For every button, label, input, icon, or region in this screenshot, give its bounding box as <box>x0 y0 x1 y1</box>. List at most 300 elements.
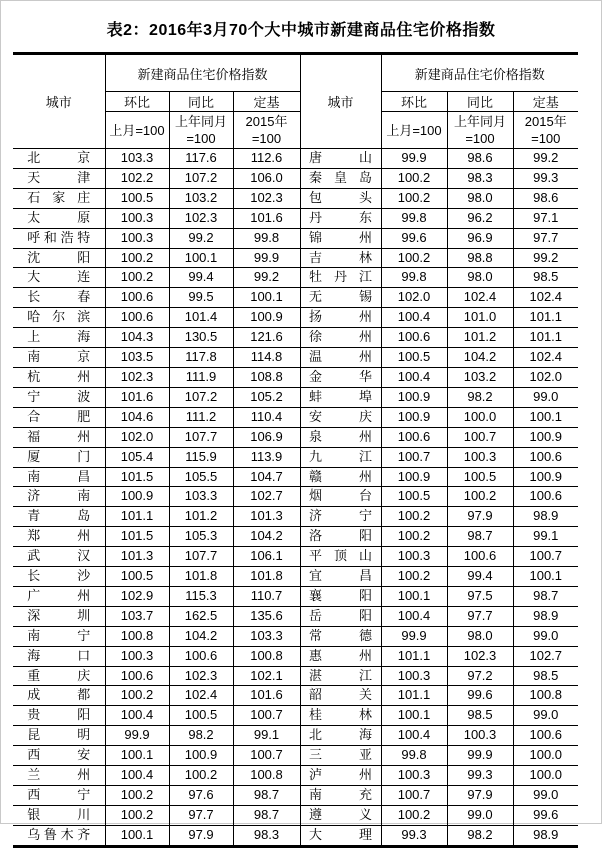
mom-value: 100.3 <box>105 228 169 248</box>
fixed-base-value: 100.6 <box>513 447 578 467</box>
fixed-base-value: 102.4 <box>513 348 578 368</box>
yoy-value: 99.3 <box>447 766 513 786</box>
city-name: 唐山 <box>309 150 372 165</box>
mom-value: 103.7 <box>105 606 169 626</box>
mom-base-label-left: 上月=100 <box>105 112 169 149</box>
city-name: 平顶山 <box>309 548 372 564</box>
header-group-row <box>13 54 578 92</box>
table-row <box>13 208 578 228</box>
mom-value: 104.3 <box>105 328 169 348</box>
mom-value: 99.8 <box>381 268 447 288</box>
mom-value: 100.2 <box>105 805 169 825</box>
city-name: 青岛 <box>27 508 91 524</box>
fixed-base-header-right: 定基 <box>513 92 578 112</box>
table-row <box>13 447 578 467</box>
city-name: 长沙 <box>27 568 91 584</box>
city-name: 桂林 <box>309 707 372 723</box>
table-row <box>13 805 578 825</box>
city-cell <box>300 666 381 686</box>
city-cell <box>13 825 105 846</box>
city-name: 乌鲁木齐 <box>27 826 91 842</box>
table-row <box>13 726 578 746</box>
mom-value: 100.4 <box>381 308 447 328</box>
city-cell <box>300 646 381 666</box>
table-row <box>13 766 578 786</box>
page-title: 表2：2016年3月70个大中城市新建商品住宅价格指数 <box>106 22 496 39</box>
city-name: 岳阳 <box>309 607 372 623</box>
fixed-base-value: 114.8 <box>233 348 300 368</box>
mom-value: 101.3 <box>105 547 169 567</box>
city-cell <box>300 686 381 706</box>
fixed-base-value: 100.8 <box>233 646 300 666</box>
yoy-value: 100.6 <box>447 547 513 567</box>
city-name: 贵阳 <box>27 707 91 723</box>
city-name: 大理 <box>309 826 372 842</box>
city-cell <box>13 606 105 626</box>
city-name: 南充 <box>309 787 372 802</box>
yoy-value: 115.9 <box>169 447 233 467</box>
mom-value: 102.0 <box>381 288 447 308</box>
yoy-value: 102.4 <box>169 686 233 706</box>
mom-value: 100.4 <box>381 606 447 626</box>
mom-value: 100.2 <box>381 248 447 268</box>
fixed-base-value: 99.1 <box>513 527 578 547</box>
mom-value: 99.3 <box>381 825 447 846</box>
mom-value: 105.4 <box>105 447 169 467</box>
city-name: 北京 <box>27 150 91 165</box>
yoy-value: 104.2 <box>447 348 513 368</box>
table-row <box>13 786 578 806</box>
mom-value: 100.6 <box>381 427 447 447</box>
city-name: 泸州 <box>309 767 372 783</box>
city-cell <box>13 427 105 447</box>
yoy-value: 99.9 <box>447 746 513 766</box>
fixed-base-value: 100.0 <box>513 766 578 786</box>
fixed-base-value: 101.3 <box>233 507 300 527</box>
table-row <box>13 228 578 248</box>
table-body <box>13 149 578 847</box>
mom-value: 101.5 <box>105 527 169 547</box>
city-name: 太原 <box>27 209 91 225</box>
mom-value: 104.6 <box>105 407 169 427</box>
mom-value: 100.2 <box>381 805 447 825</box>
city-cell <box>13 487 105 507</box>
mom-value: 100.5 <box>105 188 169 208</box>
mom-value: 100.7 <box>381 447 447 467</box>
fixed-base-value: 98.3 <box>233 825 300 846</box>
city-name: 无锡 <box>309 289 372 305</box>
yoy-value: 107.7 <box>169 427 233 447</box>
mom-value: 100.3 <box>381 766 447 786</box>
fixed-base-value: 102.4 <box>513 288 578 308</box>
yoy-value: 99.0 <box>447 805 513 825</box>
city-cell <box>13 527 105 547</box>
fixed-base-value: 97.7 <box>513 228 578 248</box>
mom-value: 100.1 <box>381 586 447 606</box>
yoy-header-left: 同比 <box>169 92 233 112</box>
yoy-value: 98.0 <box>447 188 513 208</box>
city-cell <box>13 447 105 467</box>
city-cell <box>300 387 381 407</box>
yoy-value: 105.5 <box>169 467 233 487</box>
mom-value: 102.2 <box>105 168 169 188</box>
table-row <box>13 706 578 726</box>
fixed-base-value: 101.6 <box>233 208 300 228</box>
table-row <box>13 626 578 646</box>
yoy-value: 97.9 <box>447 507 513 527</box>
fixed-base-header-left: 定基 <box>233 92 300 112</box>
fixed-base-value: 100.8 <box>233 766 300 786</box>
city-cell <box>300 188 381 208</box>
city-name: 呼和浩特 <box>27 229 91 245</box>
city-cell <box>13 467 105 487</box>
mom-value: 100.2 <box>381 168 447 188</box>
city-cell <box>300 308 381 328</box>
city-cell <box>13 726 105 746</box>
mom-value: 99.6 <box>381 228 447 248</box>
yoy-value: 100.7 <box>447 427 513 447</box>
yoy-value: 115.3 <box>169 586 233 606</box>
table-row <box>13 606 578 626</box>
mom-value: 100.6 <box>105 666 169 686</box>
mom-value: 100.2 <box>105 786 169 806</box>
price-index-table <box>13 52 578 848</box>
city-cell <box>300 208 381 228</box>
city-name: 蚌埠 <box>309 388 372 404</box>
yoy-value: 101.2 <box>447 328 513 348</box>
mom-value: 100.2 <box>381 567 447 587</box>
fixed-base-value: 99.6 <box>513 805 578 825</box>
mom-value: 100.2 <box>381 188 447 208</box>
fixed-base-value: 98.9 <box>513 825 578 846</box>
table-row <box>13 487 578 507</box>
table-row <box>13 507 578 527</box>
yoy-value: 102.3 <box>447 646 513 666</box>
mom-value: 102.9 <box>105 586 169 606</box>
yoy-value: 162.5 <box>169 606 233 626</box>
mom-value: 100.7 <box>381 786 447 806</box>
city-cell <box>300 606 381 626</box>
fixed-base-value: 106.9 <box>233 427 300 447</box>
fixed-base-label-left: 2015年=100 <box>233 112 300 149</box>
fixed-base-value: 103.3 <box>233 626 300 646</box>
yoy-value: 96.9 <box>447 228 513 248</box>
city-name: 丹东 <box>309 209 372 225</box>
mom-value: 100.1 <box>381 706 447 726</box>
city-name: 济南 <box>27 488 91 504</box>
fixed-base-value: 101.8 <box>233 567 300 587</box>
city-cell <box>300 586 381 606</box>
yoy-value: 99.6 <box>447 686 513 706</box>
city-name: 三亚 <box>309 747 372 763</box>
mom-value: 100.2 <box>105 268 169 288</box>
mom-value: 100.4 <box>381 367 447 387</box>
yoy-value: 98.2 <box>447 825 513 846</box>
city-cell <box>300 268 381 288</box>
yoy-value: 99.5 <box>169 288 233 308</box>
fixed-base-value: 100.0 <box>513 746 578 766</box>
city-name: 沈阳 <box>27 249 91 265</box>
mom-value: 100.9 <box>381 387 447 407</box>
yoy-value: 98.0 <box>447 268 513 288</box>
yoy-value: 98.8 <box>447 248 513 268</box>
mom-value: 100.6 <box>105 308 169 328</box>
mom-value: 100.2 <box>105 686 169 706</box>
city-cell <box>13 766 105 786</box>
table-row <box>13 248 578 268</box>
table-row <box>13 527 578 547</box>
city-name: 泉州 <box>309 428 372 444</box>
fixed-base-value: 100.8 <box>513 686 578 706</box>
table-row <box>13 268 578 288</box>
yoy-value: 102.3 <box>169 666 233 686</box>
fixed-base-label-right: 2015年=100 <box>513 112 578 149</box>
table-row <box>13 168 578 188</box>
city-cell <box>13 228 105 248</box>
mom-value: 100.4 <box>381 726 447 746</box>
city-cell <box>13 686 105 706</box>
yoy-value: 97.9 <box>447 786 513 806</box>
city-cell <box>300 228 381 248</box>
fixed-base-value: 100.7 <box>233 706 300 726</box>
yoy-value: 100.3 <box>447 447 513 467</box>
city-cell <box>13 507 105 527</box>
fixed-base-value: 98.7 <box>233 805 300 825</box>
city-name: 秦皇岛 <box>309 169 372 185</box>
yoy-value: 100.2 <box>169 766 233 786</box>
city-name: 西宁 <box>27 787 91 802</box>
city-name: 宜昌 <box>309 568 372 584</box>
yoy-base-label-right: 上年同月=100 <box>447 112 513 149</box>
city-name: 福州 <box>27 428 91 444</box>
fixed-base-value: 121.6 <box>233 328 300 348</box>
mom-value: 99.9 <box>381 149 447 169</box>
yoy-value: 107.2 <box>169 387 233 407</box>
city-cell <box>300 547 381 567</box>
city-cell <box>13 208 105 228</box>
city-name: 扬州 <box>309 309 372 325</box>
city-name: 济宁 <box>309 508 372 524</box>
index-group-header-left: 新建商品住宅价格指数 <box>105 54 300 92</box>
city-name: 昆明 <box>27 727 91 743</box>
fixed-base-value: 100.9 <box>513 467 578 487</box>
fixed-base-value: 100.6 <box>513 726 578 746</box>
fixed-base-value: 99.0 <box>513 706 578 726</box>
city-name: 武汉 <box>27 548 91 564</box>
yoy-value: 97.6 <box>169 786 233 806</box>
mom-value: 100.9 <box>381 467 447 487</box>
mom-value: 101.1 <box>105 507 169 527</box>
yoy-header-right: 同比 <box>447 92 513 112</box>
city-name: 广州 <box>27 587 91 603</box>
fixed-base-value: 98.6 <box>513 188 578 208</box>
mom-value: 101.6 <box>105 387 169 407</box>
mom-value: 99.8 <box>381 208 447 228</box>
fixed-base-value: 113.9 <box>233 447 300 467</box>
mom-value: 100.1 <box>105 746 169 766</box>
fixed-base-value: 99.8 <box>233 228 300 248</box>
city-cell <box>300 626 381 646</box>
city-cell <box>300 288 381 308</box>
city-name: 海口 <box>27 647 91 663</box>
city-cell <box>13 407 105 427</box>
fixed-base-value: 100.7 <box>233 746 300 766</box>
mom-value: 100.4 <box>105 706 169 726</box>
mom-value: 99.9 <box>105 726 169 746</box>
yoy-value: 103.2 <box>447 367 513 387</box>
city-name: 哈尔滨 <box>27 309 91 325</box>
table-row <box>13 407 578 427</box>
fixed-base-value: 99.0 <box>513 626 578 646</box>
mom-value: 100.2 <box>105 248 169 268</box>
city-cell <box>13 308 105 328</box>
city-name: 西安 <box>27 747 91 763</box>
table-row <box>13 586 578 606</box>
yoy-value: 98.2 <box>169 726 233 746</box>
yoy-value: 98.7 <box>447 527 513 547</box>
table-row <box>13 666 578 686</box>
city-cell <box>13 626 105 646</box>
city-name: 吉林 <box>309 249 372 265</box>
fixed-base-value: 99.9 <box>233 248 300 268</box>
city-name: 安庆 <box>309 408 372 424</box>
mom-value: 100.6 <box>105 288 169 308</box>
fixed-base-value: 102.7 <box>513 646 578 666</box>
city-cell <box>300 786 381 806</box>
fixed-base-value: 101.1 <box>513 328 578 348</box>
fixed-base-value: 99.1 <box>233 726 300 746</box>
mom-value: 100.5 <box>381 487 447 507</box>
mom-value: 100.9 <box>105 487 169 507</box>
mom-base-label-right: 上月=100 <box>381 112 447 149</box>
city-cell <box>13 288 105 308</box>
fixed-base-value: 101.1 <box>513 308 578 328</box>
city-cell <box>300 168 381 188</box>
city-cell <box>13 367 105 387</box>
mom-value: 100.5 <box>381 348 447 368</box>
yoy-value: 117.6 <box>169 149 233 169</box>
yoy-value: 130.5 <box>169 328 233 348</box>
mom-header-left: 环比 <box>105 92 169 112</box>
yoy-value: 100.5 <box>169 706 233 726</box>
city-cell <box>13 248 105 268</box>
table-row <box>13 288 578 308</box>
mom-value: 103.5 <box>105 348 169 368</box>
yoy-value: 97.2 <box>447 666 513 686</box>
city-cell <box>13 567 105 587</box>
yoy-value: 99.4 <box>169 268 233 288</box>
yoy-value: 99.2 <box>169 228 233 248</box>
yoy-value: 101.0 <box>447 308 513 328</box>
city-cell <box>13 168 105 188</box>
mom-value: 100.3 <box>381 547 447 567</box>
mom-value: 100.6 <box>381 328 447 348</box>
yoy-value: 97.9 <box>169 825 233 846</box>
fixed-base-value: 99.0 <box>513 387 578 407</box>
city-name: 牡丹江 <box>309 269 372 285</box>
mom-value: 101.1 <box>381 646 447 666</box>
fixed-base-value: 100.1 <box>233 288 300 308</box>
city-name: 温州 <box>309 349 372 365</box>
table-row <box>13 686 578 706</box>
yoy-value: 105.3 <box>169 527 233 547</box>
fixed-base-value: 100.1 <box>513 407 578 427</box>
city-cell <box>300 367 381 387</box>
city-cell <box>300 348 381 368</box>
fixed-base-value: 110.7 <box>233 586 300 606</box>
fixed-base-value: 106.0 <box>233 168 300 188</box>
city-cell <box>300 328 381 348</box>
index-group-header-right: 新建商品住宅价格指数 <box>381 54 578 92</box>
yoy-value: 100.0 <box>447 407 513 427</box>
city-cell <box>300 427 381 447</box>
fixed-base-value: 99.2 <box>233 268 300 288</box>
table-row <box>13 746 578 766</box>
city-cell <box>300 746 381 766</box>
fixed-base-value: 100.1 <box>513 567 578 587</box>
city-name: 南京 <box>27 349 91 365</box>
city-cell <box>300 149 381 169</box>
mom-value: 103.3 <box>105 149 169 169</box>
city-name: 石家庄 <box>27 189 91 205</box>
city-cell <box>13 706 105 726</box>
city-name: 深圳 <box>27 607 91 623</box>
mom-value: 102.3 <box>105 367 169 387</box>
table-row <box>13 149 578 169</box>
city-name: 兰州 <box>27 767 91 783</box>
yoy-value: 100.3 <box>447 726 513 746</box>
city-name: 天津 <box>27 169 91 185</box>
city-cell <box>13 786 105 806</box>
fixed-base-value: 98.9 <box>513 606 578 626</box>
city-cell <box>13 746 105 766</box>
city-name: 郑州 <box>27 528 91 544</box>
yoy-value: 100.6 <box>169 646 233 666</box>
fixed-base-value: 100.9 <box>233 308 300 328</box>
city-name: 赣州 <box>309 468 372 484</box>
table-row <box>13 348 578 368</box>
fixed-base-value: 98.5 <box>513 268 578 288</box>
yoy-value: 111.2 <box>169 407 233 427</box>
fixed-base-value: 98.9 <box>513 507 578 527</box>
city-cell <box>13 666 105 686</box>
yoy-value: 104.2 <box>169 626 233 646</box>
mom-value: 100.5 <box>105 567 169 587</box>
table-row <box>13 308 578 328</box>
yoy-value: 98.3 <box>447 168 513 188</box>
city-column-header-left: 城市 <box>13 54 105 149</box>
yoy-value: 103.3 <box>169 487 233 507</box>
fixed-base-value: 102.7 <box>233 487 300 507</box>
table-row <box>13 825 578 846</box>
city-name: 合肥 <box>27 408 91 424</box>
city-name: 北海 <box>309 727 372 743</box>
mom-value: 100.3 <box>105 646 169 666</box>
city-cell <box>300 487 381 507</box>
city-name: 湛江 <box>309 667 372 683</box>
city-name: 锦州 <box>309 229 372 245</box>
mom-value: 101.1 <box>381 686 447 706</box>
city-cell <box>13 188 105 208</box>
mom-value: 100.4 <box>105 766 169 786</box>
city-name: 重庆 <box>27 667 91 683</box>
yoy-value: 96.2 <box>447 208 513 228</box>
yoy-value: 102.4 <box>447 288 513 308</box>
table-row <box>13 427 578 447</box>
city-cell <box>300 248 381 268</box>
city-cell <box>300 766 381 786</box>
yoy-value: 97.7 <box>447 606 513 626</box>
